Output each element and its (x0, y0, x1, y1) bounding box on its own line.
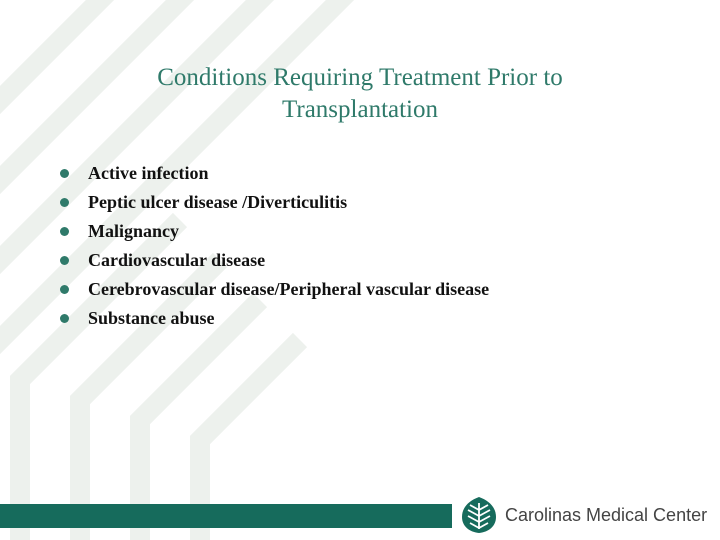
bullet-text: Malignancy (88, 221, 180, 241)
bullet-dot-icon (60, 314, 69, 323)
leaf-emblem-icon (461, 496, 497, 534)
bullet-text: Cerebrovascular disease/Peripheral vascular disease (88, 279, 490, 299)
logo-text: Carolinas Medical Center (505, 505, 708, 525)
bullet-text: Active infection (88, 163, 209, 183)
slide-title: Conditions Requiring Treatment Prior to Transplantation (157, 64, 563, 123)
bullet-dot-icon (60, 256, 69, 265)
bullet-dot-icon (60, 169, 69, 178)
bullet-dot-icon (60, 198, 69, 207)
bullet-text: Cardiovascular disease (88, 250, 266, 270)
bullet-dot-icon (60, 285, 69, 294)
footer-bar (0, 504, 452, 528)
bullet-dot-icon (60, 227, 69, 236)
bullet-text: Peptic ulcer disease /Diverticulitis (88, 192, 348, 212)
bullet-text: Substance abuse (88, 308, 215, 328)
